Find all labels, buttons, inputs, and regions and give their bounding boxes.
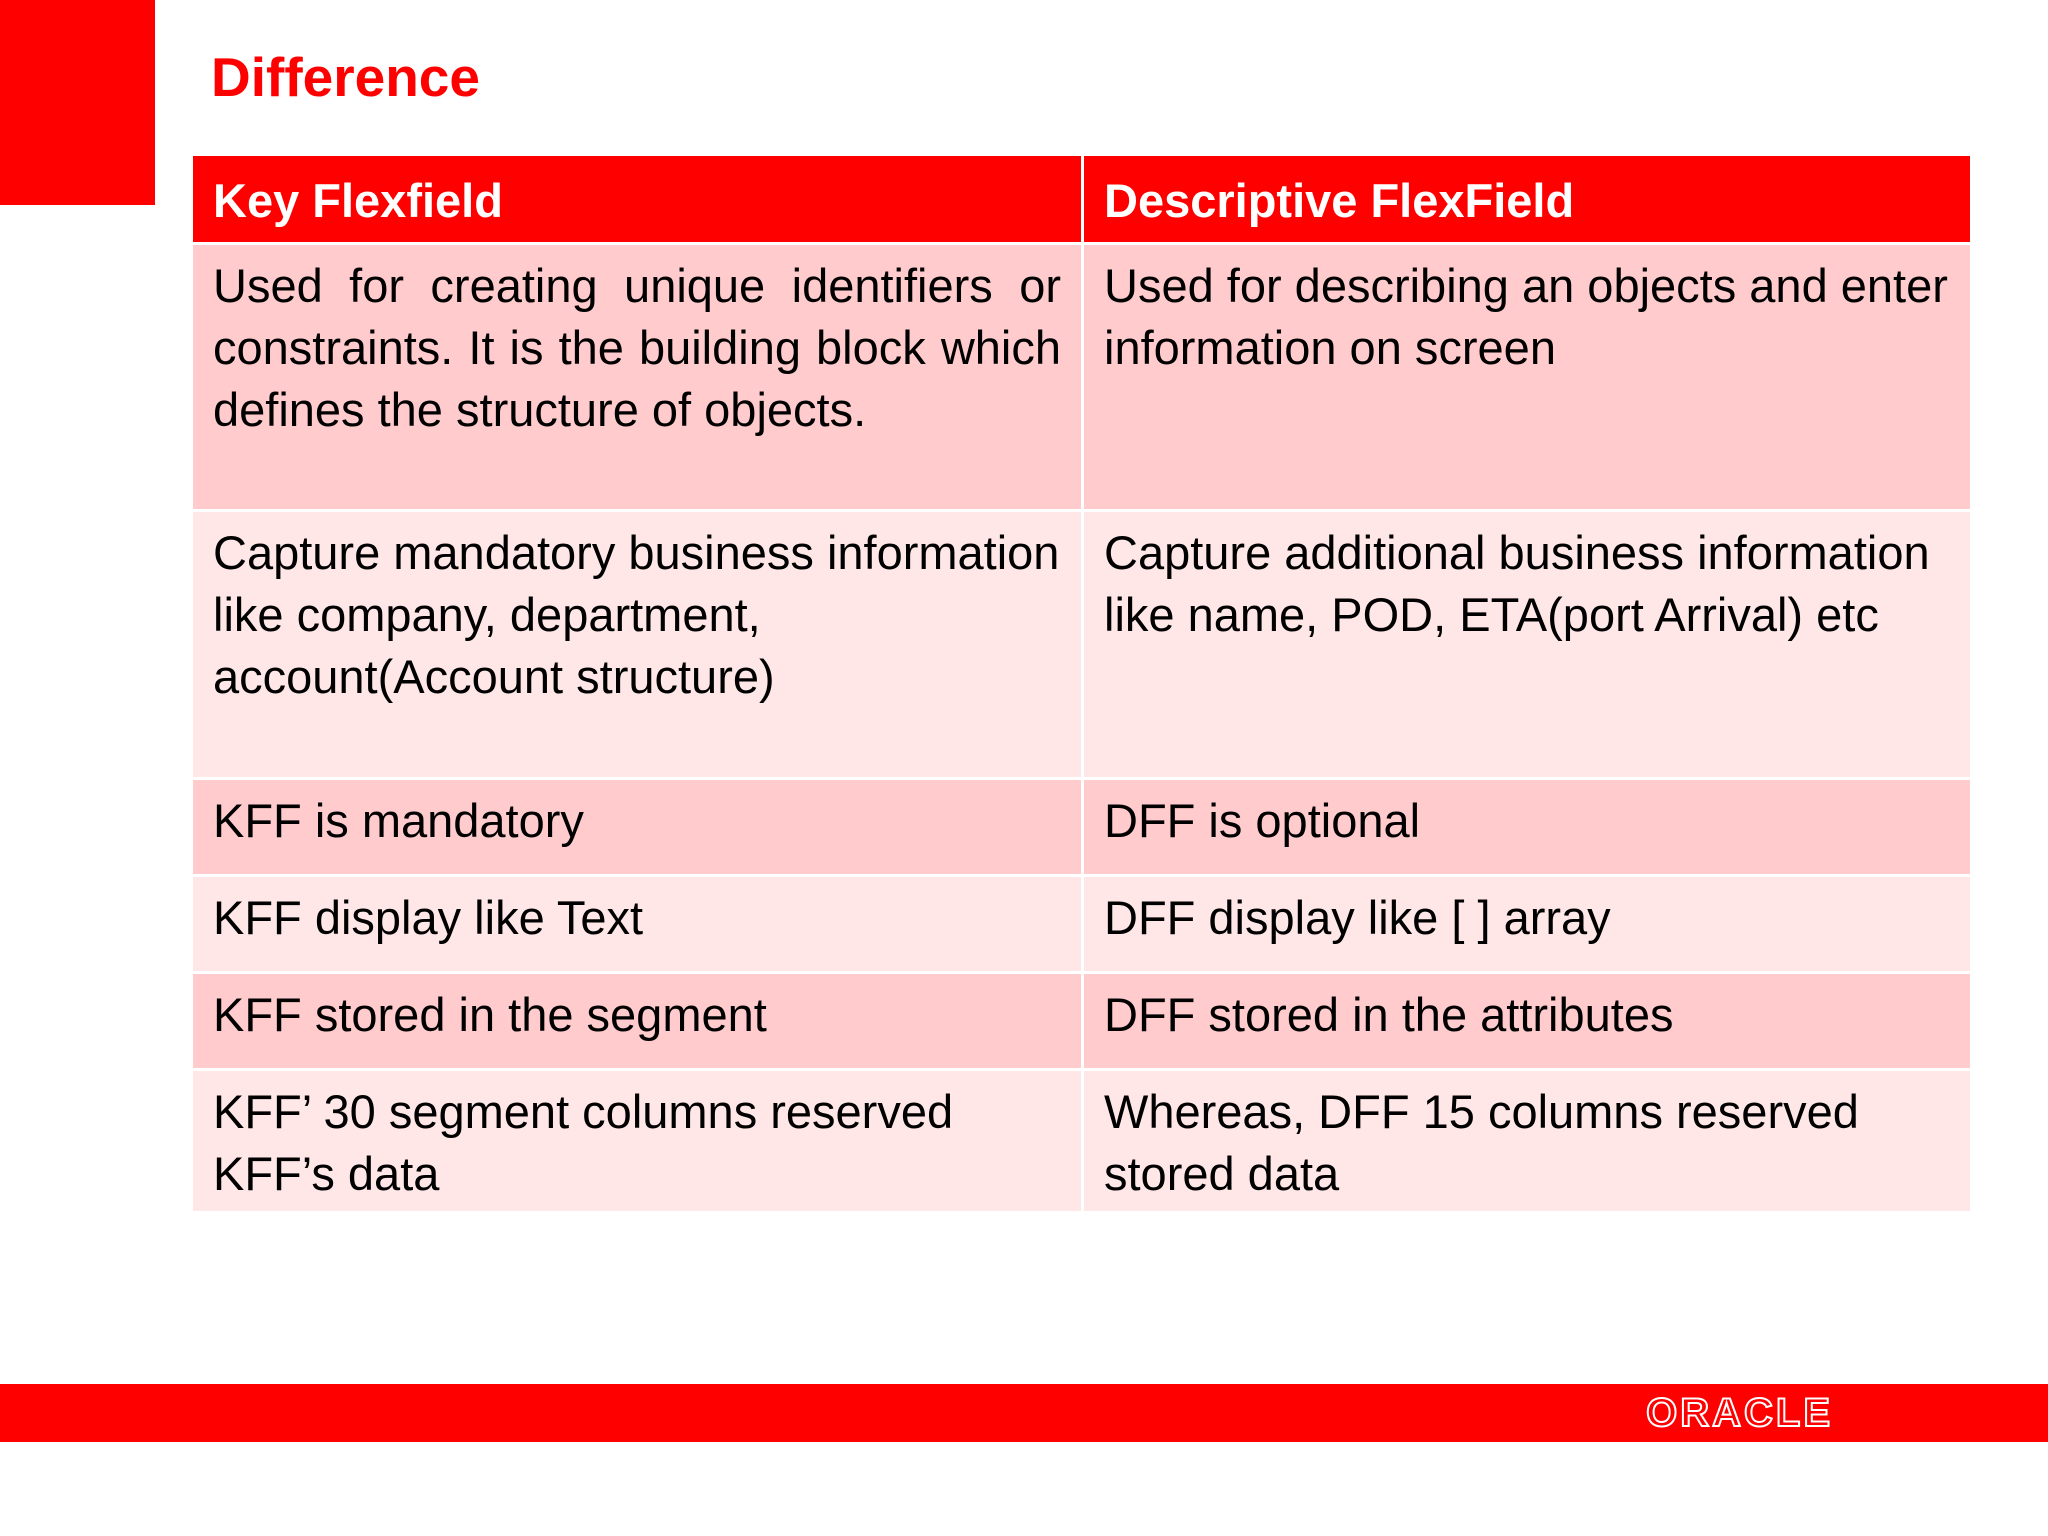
table-row <box>192 244 1972 511</box>
header-descriptive-flexfield: Descriptive FlexField <box>1083 155 1972 244</box>
table-header-row <box>192 155 1972 244</box>
table-cell-kff: KFF stored in the segment <box>192 973 1083 1070</box>
table-row <box>192 1070 1972 1213</box>
table-cell-kff: Used for creating unique identifiers or constraints. It is the building block which defines the structure of objects. <box>192 244 1083 511</box>
footer-bar <box>0 1384 2048 1442</box>
corner-accent-block <box>0 0 155 205</box>
table-row <box>192 973 1972 1070</box>
table-cell-dff: DFF is optional <box>1083 779 1972 876</box>
table-row <box>192 511 1972 779</box>
table-cell-dff: Whereas, DFF 15 columns reserved stored data <box>1083 1070 1972 1213</box>
table-cell-kff: KFF display like Text <box>192 876 1083 973</box>
table-cell-kff: KFF is mandatory <box>192 779 1083 876</box>
table-cell-dff: Capture additional business information like name, POD, ETA(port Arrival) etc <box>1083 511 1972 779</box>
table-row <box>192 876 1972 973</box>
table-row <box>192 779 1972 876</box>
table-cell-dff: DFF stored in the attributes <box>1083 973 1972 1070</box>
header-key-flexfield: Key Flexfield <box>192 155 1083 244</box>
table-cell-kff: KFF’ 30 segment columns reserved KFF’s data <box>192 1070 1083 1213</box>
table-cell-kff: Capture mandatory business information like company, department, account(Account structure) <box>192 511 1083 779</box>
table-cell-dff: Used for describing an objects and enter information on screen <box>1083 244 1972 511</box>
oracle-logo: ORACLE <box>1646 1391 1833 1435</box>
table-cell-dff: DFF display like [ ] array <box>1083 876 1972 973</box>
slide-title: Difference <box>211 46 480 108</box>
comparison-table <box>190 153 1973 1214</box>
